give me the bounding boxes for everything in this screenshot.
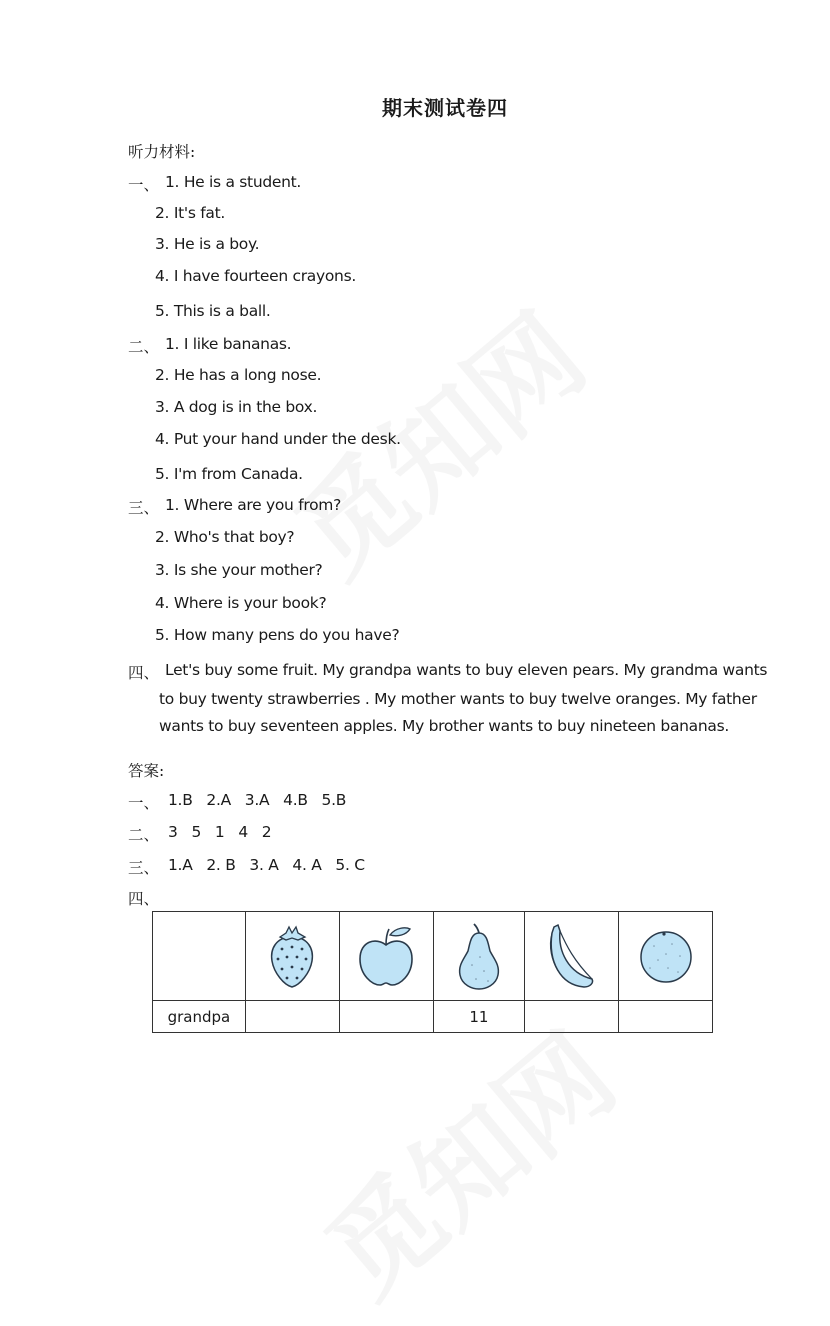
empty-header-cell [153, 912, 246, 1001]
listening-line: 2. It's fat. [155, 204, 225, 222]
answer-number: 四、 [128, 890, 160, 908]
row-name-cell: grandpa [153, 1001, 246, 1033]
section-number: 一、 [128, 176, 160, 194]
pear-icon [454, 921, 504, 991]
listening-line: 4. Put your hand under the desk. [155, 430, 401, 448]
listening-line: 3. Is she your mother? [155, 561, 323, 579]
banana-cell [525, 912, 619, 1001]
passage-line: Let's buy some fruit. My grandpa wants to buy eleven pears. My grandma wants [165, 661, 768, 679]
table-cell [339, 1001, 433, 1033]
watermark-bottom [288, 992, 642, 1325]
passage-line: to buy twenty strawberries . My mother wants to buy twelve oranges. My father [159, 690, 757, 708]
answer-line: 1.B 2.A 3.A 4.B 5.B [168, 791, 347, 809]
pear-cell [433, 912, 525, 1001]
listening-line: 4. Where is your book? [155, 594, 327, 612]
listening-line: 5. This is a ball. [155, 302, 271, 320]
listening-line: 1. He is a student. [165, 173, 302, 191]
table-row [153, 1001, 713, 1033]
table-cell [619, 1001, 713, 1033]
listening-line: 2. Who's that boy? [155, 528, 295, 546]
section-number: 四、 [128, 664, 160, 682]
table-cell: 11 [433, 1001, 525, 1033]
strawberry-cell [245, 912, 339, 1001]
answer-line: 1.A 2. B 3. A 4. A 5. C [168, 856, 365, 874]
answer-number: 一、 [128, 794, 160, 812]
orange-cell [619, 912, 713, 1001]
section-number: 三、 [128, 499, 160, 517]
page-title: 期末测试卷四 [382, 96, 508, 120]
listening-line: 4. I have fourteen crayons. [155, 267, 356, 285]
listening-line: 2. He has a long nose. [155, 366, 322, 384]
apple-cell [339, 912, 433, 1001]
listening-line: 3. A dog is in the box. [155, 398, 318, 416]
passage-line: wants to buy seventeen apples. My brother wants to buy nineteen bananas. [159, 717, 729, 735]
answer-line: 3 5 1 4 2 [168, 823, 272, 841]
listening-line: 3. He is a boy. [155, 235, 260, 253]
listening-line: 1. I like bananas. [165, 335, 292, 353]
listening-heading: 听力材料: [128, 143, 196, 161]
apple-icon [354, 923, 418, 989]
answer-number: 三、 [128, 859, 160, 877]
answer-number: 二、 [128, 826, 160, 844]
listening-line: 1. Where are you from? [165, 496, 341, 514]
table-cell [525, 1001, 619, 1033]
table-cell [245, 1001, 339, 1033]
banana-icon [544, 921, 600, 991]
listening-line: 5. I'm from Canada. [155, 465, 303, 483]
section-number: 二、 [128, 338, 160, 356]
listening-line: 5. How many pens do you have? [155, 626, 400, 644]
answers-heading: 答案: [128, 762, 165, 780]
orange-icon [638, 928, 694, 984]
fruit-table [152, 911, 713, 1033]
strawberry-icon [262, 923, 322, 989]
